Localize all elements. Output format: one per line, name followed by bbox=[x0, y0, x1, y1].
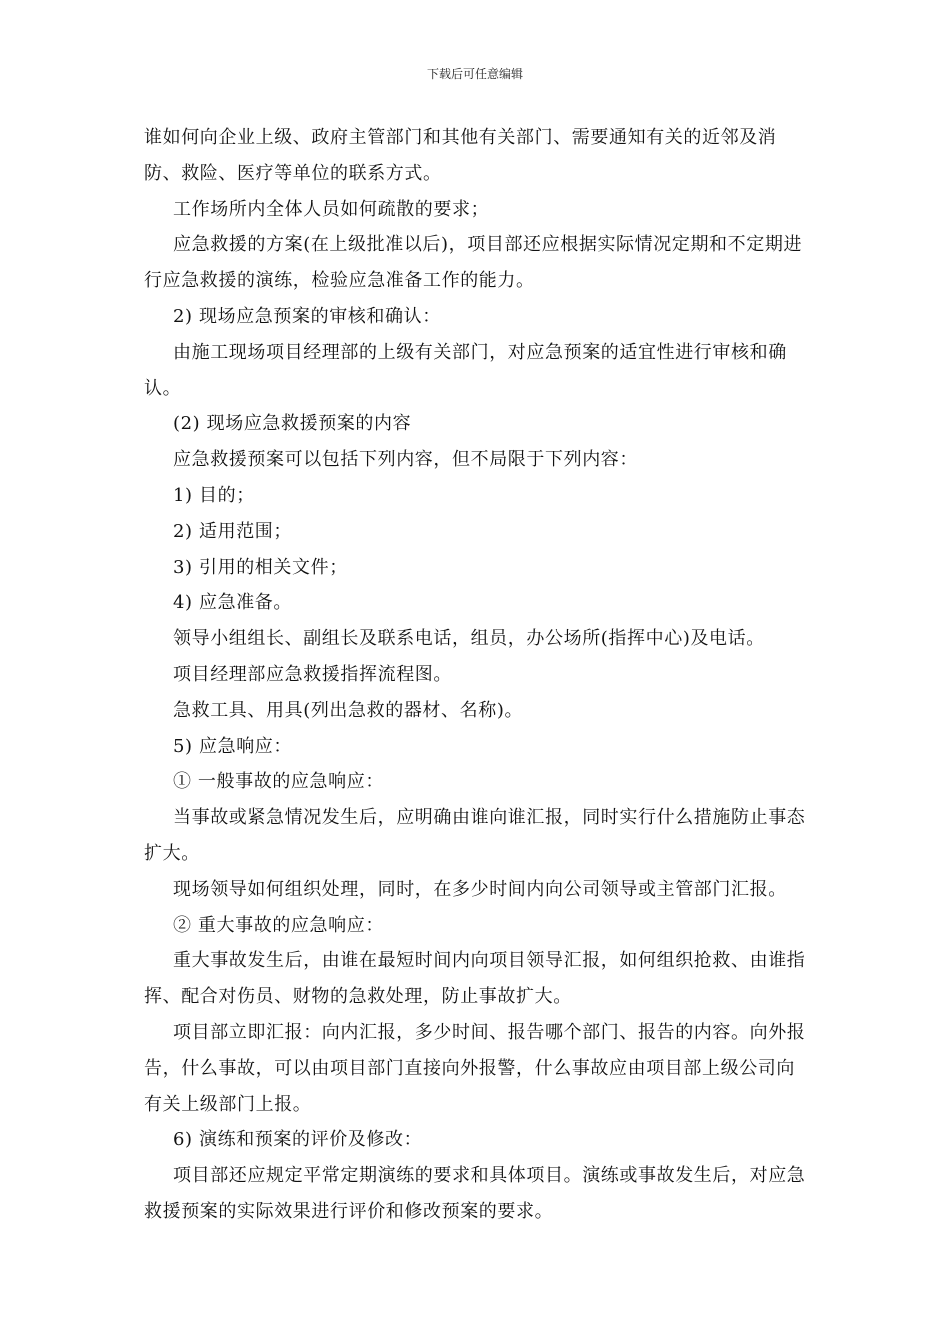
section-heading: (2) 现场应急救援预案的内容 bbox=[173, 413, 412, 435]
paragraph: 项目经理部应急救援指挥流程图。 bbox=[173, 663, 452, 685]
paragraph: 2) 现场应急预案的审核和确认： bbox=[173, 305, 441, 327]
paragraph: 现场领导如何组织处理，同时，在多少时间内向公司领导或主管部门汇报。 bbox=[173, 878, 787, 900]
paragraph: 项目部还应规定平常定期演练的要求和具体项目。演练或事故发生后，对应急救援预案的实际效果进行评价和修改预案的要求。 bbox=[144, 1165, 806, 1222]
paragraph: 应急救援的方案(在上级批准以后)，项目部还应根据实际情况定期和不定期进行应急救援的演练，检验应急准备工作的能力。 bbox=[144, 234, 803, 292]
paragraph: 领导小组组长、副组长及联系电话，组员，办公场所(指挥中心)及电话。 bbox=[173, 628, 765, 650]
paragraph: 工作场所内全体人员如何疏散的要求； bbox=[173, 198, 490, 220]
paragraph: 应急救援预案可以包括下列内容，但不局限于下列内容： bbox=[173, 449, 638, 471]
list-item: 4) 应急准备。 bbox=[173, 592, 292, 614]
paragraph: 当事故或紧急情况发生后，应明确由谁向谁汇报，同时实行什么措施防止事态扩大。 bbox=[144, 807, 806, 864]
list-item: 2) 适用范围； bbox=[173, 520, 292, 542]
list-item: 1) 目的； bbox=[173, 484, 255, 506]
list-item: 3) 引用的相关文件； bbox=[173, 556, 348, 578]
list-item: 5) 应急响应： bbox=[173, 735, 292, 757]
paragraph: 项目部立即汇报：向内汇报，多少时间、报告哪个部门、报告的内容。向外报告，什么事故，可以由项目部门直接向外报警，什么事故应由项目部上级公司向有关上级部门上报。 bbox=[144, 1021, 806, 1115]
body-text bbox=[144, 120, 808, 1230]
paragraph: 由施工现场项目经理部的上级有关部门，对应急预案的适宜性进行审核和确认。 bbox=[144, 341, 787, 399]
paragraph: 急救工具、用具(列出急救的器材、名称)。 bbox=[173, 699, 524, 721]
list-item: 6) 演练和预案的评价及修改： bbox=[173, 1129, 423, 1151]
paragraph: 重大事故发生后，由谁在最短时间内向项目领导汇报，如何组织抢救、由谁指挥、配合对伤员、财物的急救处理，防止事故扩大。 bbox=[144, 950, 806, 1008]
paragraph: 谁如何向企业上级、政府主管部门和其他有关部门、需要通知有关的近邻及消防、救险、医疗等单位的联系方式。 bbox=[144, 127, 777, 184]
page-header: 下载后可任意编辑 bbox=[426, 67, 523, 81]
sub-heading: ② 重大事故的应急响应： bbox=[173, 914, 384, 936]
sub-heading: ① 一般事故的应急响应： bbox=[173, 771, 384, 793]
